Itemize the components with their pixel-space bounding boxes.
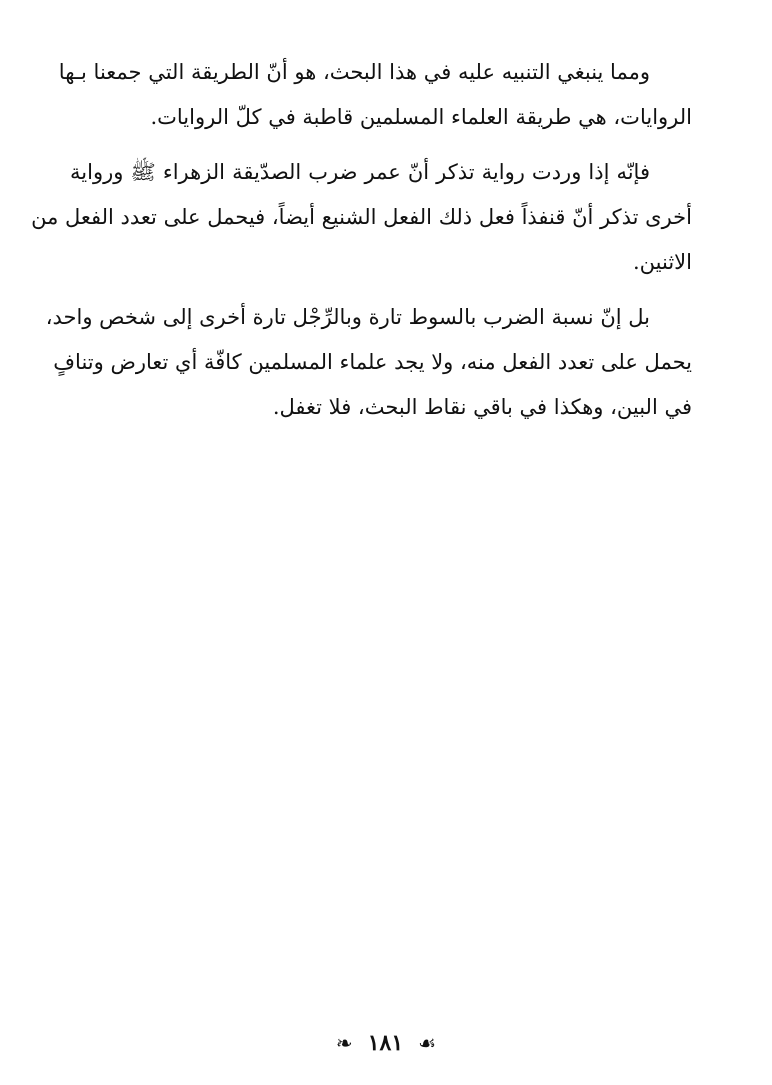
text-line: الاثنين. <box>633 250 692 274</box>
paragraph-1 <box>58 50 692 140</box>
text-line: فإنّه إذا وردت رواية تذكر أنّ عمر ضرب الصدّيقة الزهراء ﷺ ورواية <box>70 160 650 184</box>
text-line: الروايات، هي طريقة العلماء المسلمين قاطبة في كلّ الروايات. <box>150 105 692 129</box>
paragraph-2 <box>31 150 692 285</box>
page-number-footer <box>0 1028 772 1058</box>
text-line: بل إنّ نسبة الضرب بالسوط تارة وبالرِّجْل تارة أخرى إلى شخص واحد، <box>45 305 650 329</box>
body-text <box>31 50 692 430</box>
text-line: أخرى تذكر أنّ قنفذاً فعل ذلك الفعل الشنيع أيضاً، فيحمل على تعدد الفعل من <box>31 205 692 229</box>
paragraph-3 <box>45 295 692 430</box>
ornament-left-icon: ❧ <box>335 1031 353 1055</box>
text-line: في البين، وهكذا في باقي نقاط البحث، فلا تغفل. <box>272 395 692 419</box>
ornament-right-icon: ☙ <box>418 1031 437 1055</box>
text-line: يحمل على تعدد الفعل منه، ولا يجد علماء المسلمين كافّة أي تعارض وتنافٍ <box>53 350 692 374</box>
page-number: ١٨١ <box>367 1030 404 1056</box>
text-line: ومما ينبغي التنبيه عليه في هذا البحث، هو أنّ الطريقة التي جمعنا بـها <box>58 60 650 84</box>
